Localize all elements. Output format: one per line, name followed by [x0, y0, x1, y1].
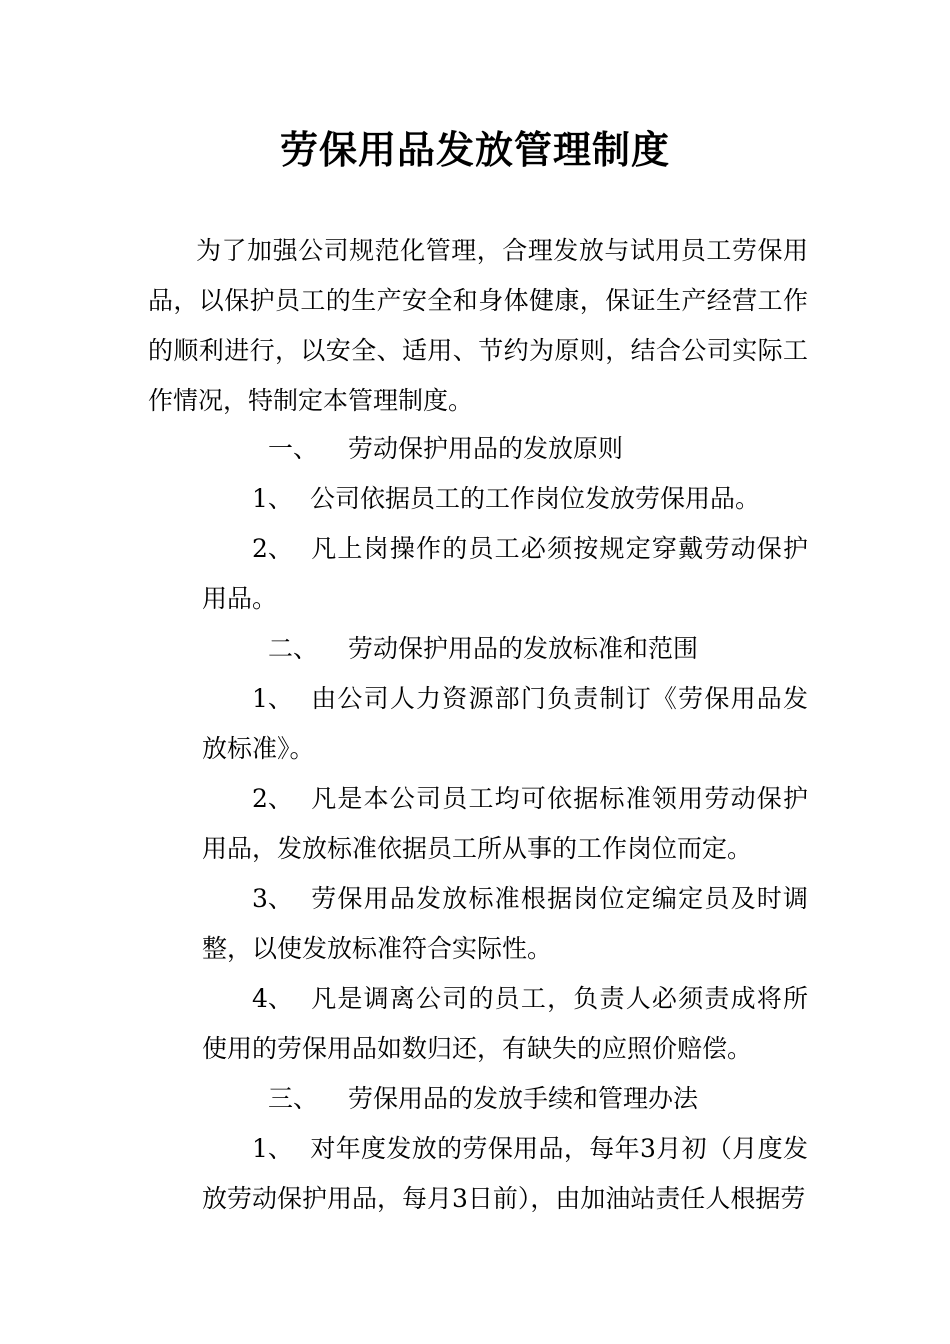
item-text: 公司依据员工的工作岗位发放劳保用品。	[310, 484, 761, 513]
document-title: 劳保用品发放管理制度	[279, 128, 670, 172]
intro-paragraph: 为了加强公司规范化管理，合理发放与试用员工劳保用品，以保护员工的生产安全和身体健康，保证生产经营工作的顺利进行，以安全、适用、节约为原则，结合公司实际工作情况，特制定本管理制度。	[148, 236, 808, 415]
item-number: 1、	[252, 1134, 293, 1163]
section-number: 一、	[268, 434, 319, 463]
item-number: 1、	[252, 484, 293, 513]
section-number: 二、	[268, 634, 319, 663]
item-text: 凡上岗操作的员工必须按规定穿戴劳动保护用品。	[202, 534, 808, 613]
item-number: 4、	[252, 984, 293, 1013]
item-text: 凡是调离公司的员工，负责人必须责成将所使用的劳保用品如数归还，有缺失的应照价赔偿。	[202, 984, 808, 1063]
section-heading-3	[0, 1074, 950, 1124]
section-2-item-1	[202, 674, 808, 774]
section-title: 劳保用品的发放手续和管理办法	[348, 1084, 699, 1113]
section-1-item-1	[202, 474, 808, 524]
section-1-item-2	[202, 524, 808, 624]
section-2-item-2	[202, 774, 808, 874]
item-text: 凡是本公司员工均可依据标准领用劳动保护用品，发放标准依据员工所从事的工作岗位而定。	[202, 784, 808, 863]
item-text: 由公司人力资源部门负责制订《劳保用品发放标准》。	[202, 684, 808, 763]
section-3-item-1	[202, 1124, 808, 1224]
section-title: 劳动保护用品的发放原则	[348, 434, 624, 463]
item-number: 1、	[252, 684, 293, 713]
section-number: 三、	[268, 1084, 319, 1113]
item-number: 3、	[252, 884, 293, 913]
section-heading-2	[0, 624, 950, 674]
section-2-item-3	[202, 874, 808, 974]
item-number: 2、	[252, 784, 293, 813]
item-text: 对年度发放的劳保用品，每年3月初（月度发放劳动保护用品，每月3日前），由加油站责任人根据劳	[202, 1134, 808, 1213]
item-text: 劳保用品发放标准根据岗位定编定员及时调整，以使发放标准符合实际性。	[202, 884, 808, 963]
section-title: 劳动保护用品的发放标准和范围	[348, 634, 699, 663]
section-heading-1	[0, 424, 950, 474]
item-number: 2、	[252, 534, 293, 563]
section-2-item-4	[202, 974, 808, 1074]
